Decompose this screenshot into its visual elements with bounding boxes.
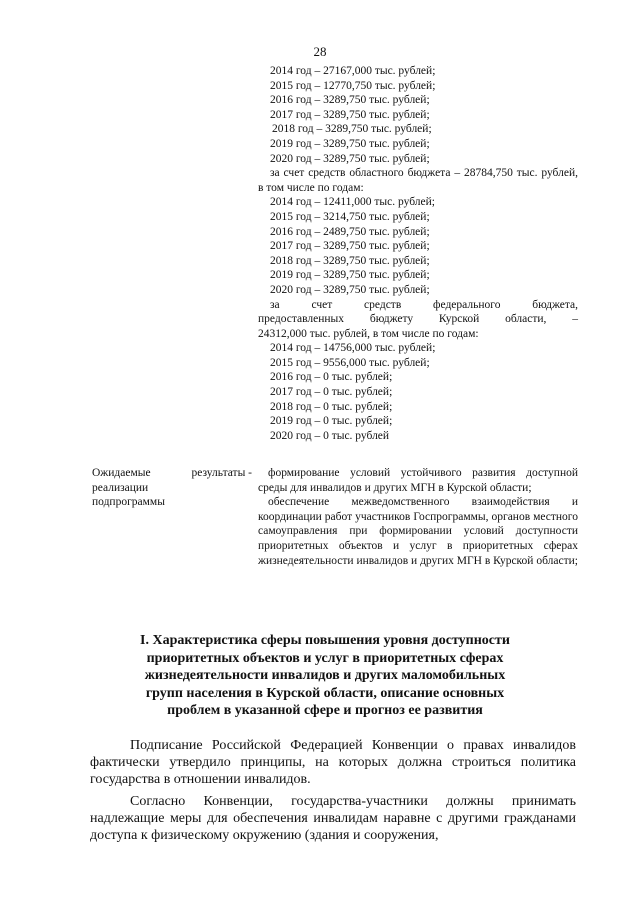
funding-federal-intro-3: 24312,000 тыс. рублей, в том числе по годам: [258,327,479,340]
section-body [90,737,576,844]
results-label-word1: Ожидаемые [92,467,151,479]
funding-federal-2018: 2018 год – 0 тыс. рублей; [270,400,393,413]
funding-regional-2017: 2017 год – 3289,750 тыс. рублей; [270,240,430,253]
funding-federal-2017: 2017 год – 0 тыс. рублей; [270,386,393,399]
funding-regional-2019: 2019 год – 3289,750 тыс. рублей; [270,269,430,282]
funding-total-2016: 2016 год – 3289,750 тыс. рублей; [270,94,430,107]
funding-regional-2020: 2020 год – 3289,750 тыс. рублей; [270,283,430,296]
funding-total-2018: 2018 год – 3289,750 тыс. рублей; [272,123,432,136]
funding-regional-2018: 2018 год – 3289,750 тыс. рублей; [270,254,430,267]
funding-regional-2014: 2014 год – 12411,000 тыс. рублей; [270,196,435,209]
section-paragraph-2: Согласно Конвенции, государства-участники должны принимать надлежащие меры для обеспечения инвалидам наравне с другими гражданами доступа к физическому окружению (здания и сооружения, [90,793,576,844]
results-label-line3: подпрограммы [92,496,165,509]
funding-federal-intro-2: предоставленных бюджету Курской области, – [258,313,578,326]
funding-federal-2014: 2014 год – 14756,000 тыс. рублей; [270,342,436,355]
funding-total-2015: 2015 год – 12770,750 тыс. рублей; [270,79,436,92]
funding-total-2020: 2020 год – 3289,750 тыс. рублей; [270,152,430,165]
results-item-2: обеспечение межведомственного взаимодействия и координации работ участников Госпрограммы, органов местного самоуправления при формировании условий доступности приоритетных объектов и услуг в приоритетных сферах жизнедеятельности инвалидов и других МГН в Курской области; [258,496,578,567]
results-item-1: формирование условий устойчивого развития доступной среды для инвалидов и других МГН в Курской области; [258,467,578,494]
funding-federal-2016: 2016 год – 0 тыс. рублей; [270,371,393,384]
section-heading: I. Характеристика сферы повышения уровня доступности приоритетных объектов и услуг в приоритетных сферах жизнедеятельности инвалидов и других маломобильных групп населения в Курской области, описание основных проблем в указанной сфере и прогноз ее развития [140,633,510,718]
section-paragraph-1: Подписание Российской Федерацией Конвенции о правах инвалидов фактически утвердило принципы, на которых должна строиться политика государства в отношении инвалидов. [90,738,576,788]
funding-block [258,64,578,443]
funding-total-2014: 2014 год – 27167,000 тыс. рублей; [270,65,436,77]
funding-regional-2015: 2015 год – 3214,750 тыс. рублей; [270,210,430,223]
funding-total-2019: 2019 год – 3289,750 тыс. рублей; [270,137,430,150]
funding-total-2017: 2017 год – 3289,750 тыс. рублей; [270,108,430,121]
funding-regional-intro: за счет средств областного бюджета – 28784,750 тыс. рублей, в том числе по годам: [258,167,578,194]
funding-regional-2016: 2016 год – 2489,750 тыс. рублей; [270,225,430,238]
page-number: 28 [313,44,327,59]
funding-federal-intro-1: за счет средств федерального бюджета, [270,298,578,311]
funding-federal-2020: 2020 год – 0 тыс. рублей [270,429,390,442]
results-label [92,466,252,510]
funding-federal-2019: 2019 год – 0 тыс. рублей; [270,415,393,428]
results-label-word2: результаты - [191,467,252,479]
funding-federal-2015: 2015 год – 9556,000 тыс. рублей; [270,356,430,369]
results-label-line2: реализации [92,481,149,494]
results-body [258,466,578,568]
